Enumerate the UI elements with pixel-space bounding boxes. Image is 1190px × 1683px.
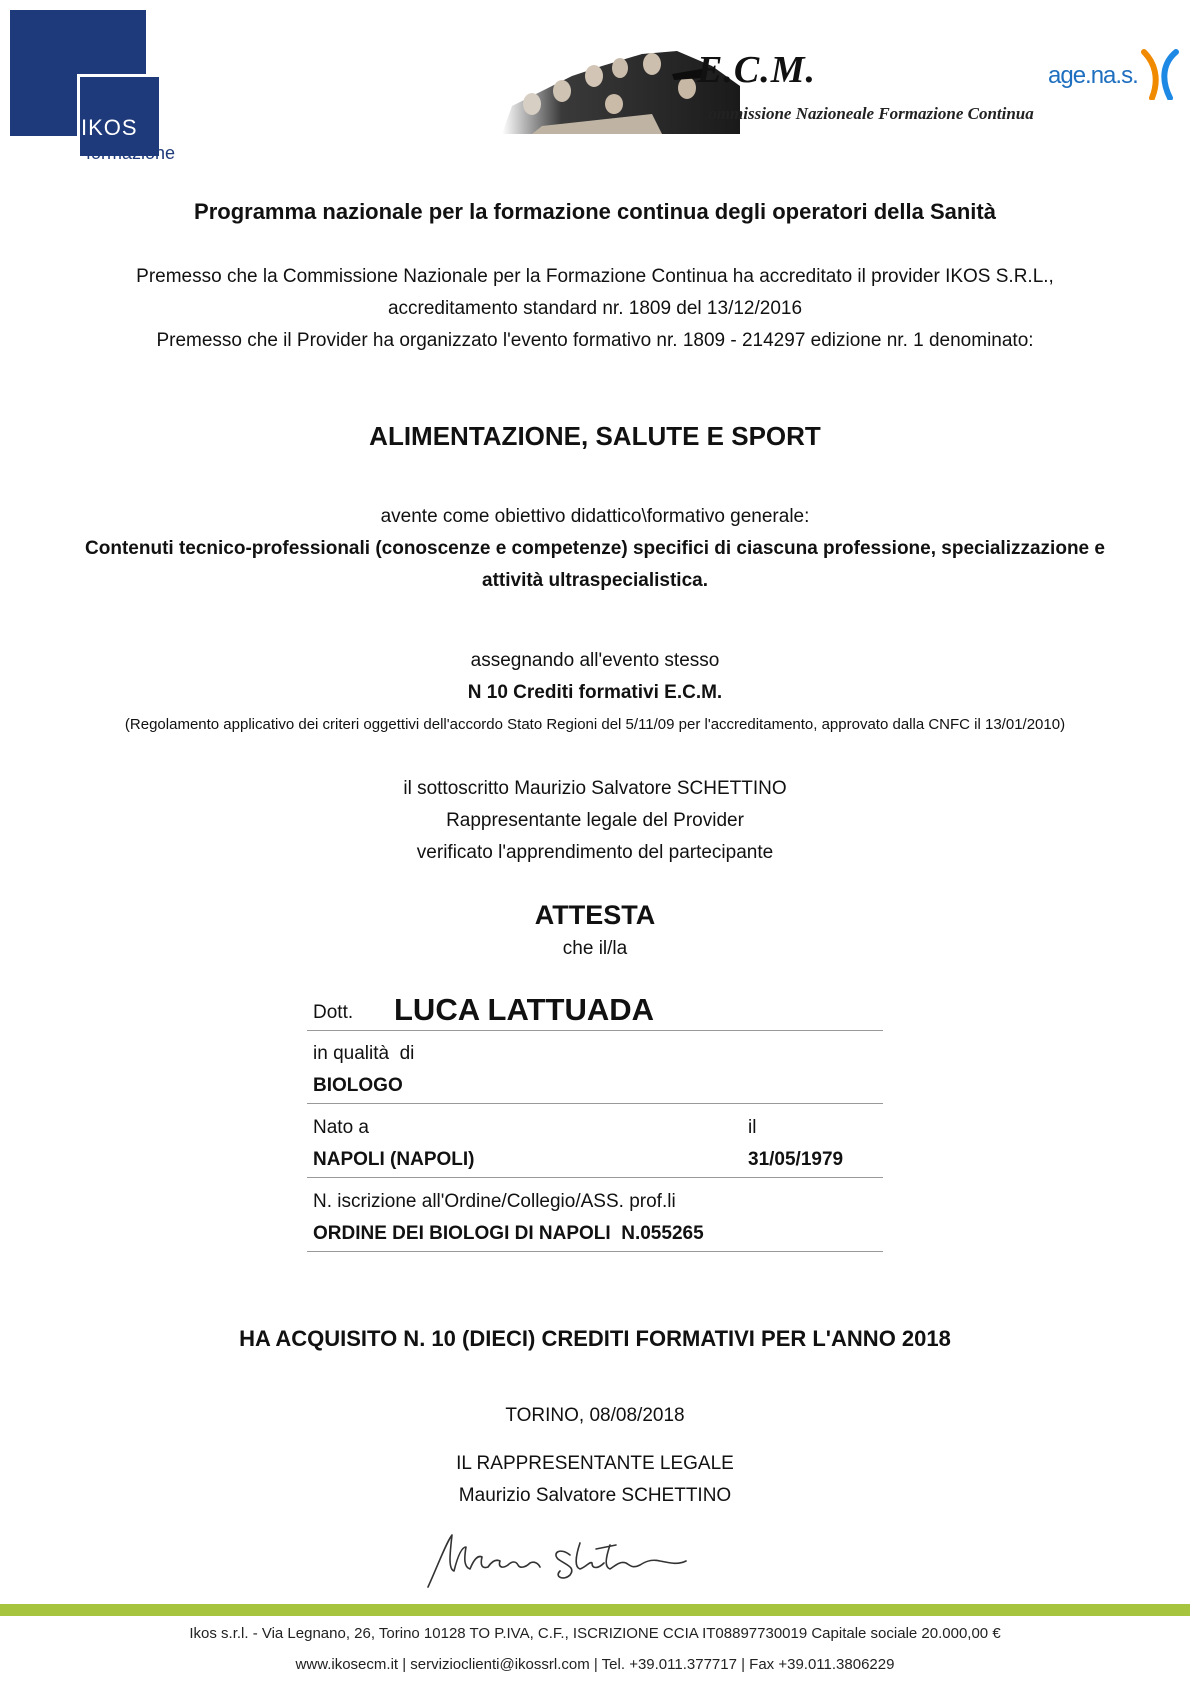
footer-line-1: Ikos s.r.l. - Via Legnano, 26, Torino 10128 TO P.IVA, C.F., ISCRIZIONE CCIA IT08897730019 Capitale sociale 20.000,00 € <box>189 1625 1001 1642</box>
signatory-line-3: verificato l'apprendimento del partecipante <box>416 842 774 863</box>
credits-amount: N 10 Crediti formativi E.C.M. <box>467 682 723 703</box>
ikos-logo-brand: IKOS <box>81 115 138 140</box>
premise-line-1: Premesso che la Commissione Nazionale per la Formazione Continua ha accreditato il provider IKOS S.R.L., <box>136 266 1054 287</box>
event-title: ALIMENTAZIONE, SALUTE E SPORT <box>369 421 821 451</box>
legal-rep-label: IL RAPPRESENTANTE LEGALE <box>456 1453 734 1474</box>
objective-line-1: Contenuti tecnico-professionali (conoscenze e competenze) specifici di ciascuna professione, specializzazione e <box>85 538 1105 559</box>
acquired-credits: HA ACQUISITO N. 10 (DIECI) CREDITI FORMATIVI PER L'ANNO 2018 <box>239 1326 951 1351</box>
objective-intro: avente come obiettivo didattico\formativo generale: <box>380 506 810 527</box>
participant-birthplace-label: Nato a <box>313 1117 369 1138</box>
footer-accent-bar <box>0 1604 1190 1616</box>
ikos-logo <box>10 10 185 162</box>
participant-birthplace: NAPOLI (NAPOLI) <box>313 1149 475 1170</box>
ikos-logo-sub: formazione <box>86 143 176 163</box>
ecm-title: E.C.M. <box>697 49 816 91</box>
participant-role-label: in qualità di <box>313 1043 415 1064</box>
attesta-sub: che il/la <box>562 938 628 959</box>
participant-role: BIOLOGO <box>313 1075 403 1096</box>
participant-birthdate: 31/05/1979 <box>748 1149 844 1170</box>
handwritten-signature <box>420 1525 730 1595</box>
form-divider <box>307 1251 883 1252</box>
form-divider <box>307 1103 883 1104</box>
premise-line-3: Premesso che il Provider ha organizzato l'evento formativo nr. 1809 - 214297 edizione nr. 1 denominato: <box>156 330 1034 351</box>
participant-registration: ORDINE DEI BIOLOGI DI NAPOLI N.055265 <box>313 1223 704 1244</box>
agenas-text: age.na.s. <box>1048 62 1138 89</box>
signatory-line-1: il sottoscritto Maurizio Salvatore SCHETTINO <box>403 778 787 799</box>
participant-name: LUCA LATTUADA <box>394 992 655 1027</box>
footer-line-2: www.ikosecm.it | servizioclienti@ikossrl.com | Tel. +39.011.377717 | Fax +39.011.3806229 <box>295 1656 895 1673</box>
agenas-x-icon <box>1138 48 1182 100</box>
participant-title-label: Dott. <box>313 1002 354 1023</box>
form-divider <box>307 1030 883 1031</box>
form-divider <box>307 1177 883 1178</box>
objective-line-2: attività ultraspecialistica. <box>482 570 708 591</box>
legal-rep-name: Maurizio Salvatore SCHETTINO <box>458 1485 732 1506</box>
place-date: TORINO, 08/08/2018 <box>505 1405 685 1426</box>
participant-birthdate-label: il <box>748 1117 757 1138</box>
ecm-subtitle: Commissione Nazioneale Formazione Continua <box>697 104 1034 123</box>
ecm-logo <box>502 38 1182 138</box>
credits-regulation: (Regolamento applicativo dei criteri oggettivi dell'accordo Stato Regioni del 5/11/09 per l'accreditamento, approvato dalla CNFC il 13/01/2010) <box>124 716 1066 733</box>
participant-registration-label: N. iscrizione all'Ordine/Collegio/ASS. prof.li <box>313 1191 676 1212</box>
document-title: Programma nazionale per la formazione continua degli operatori della Sanità <box>194 199 996 224</box>
attesta-heading: ATTESTA <box>534 900 656 930</box>
premise-line-2: accreditamento standard nr. 1809 del 13/12/2016 <box>387 298 803 319</box>
signatory-line-2: Rappresentante legale del Provider <box>446 810 744 831</box>
credits-intro: assegnando all'evento stesso <box>470 650 720 671</box>
